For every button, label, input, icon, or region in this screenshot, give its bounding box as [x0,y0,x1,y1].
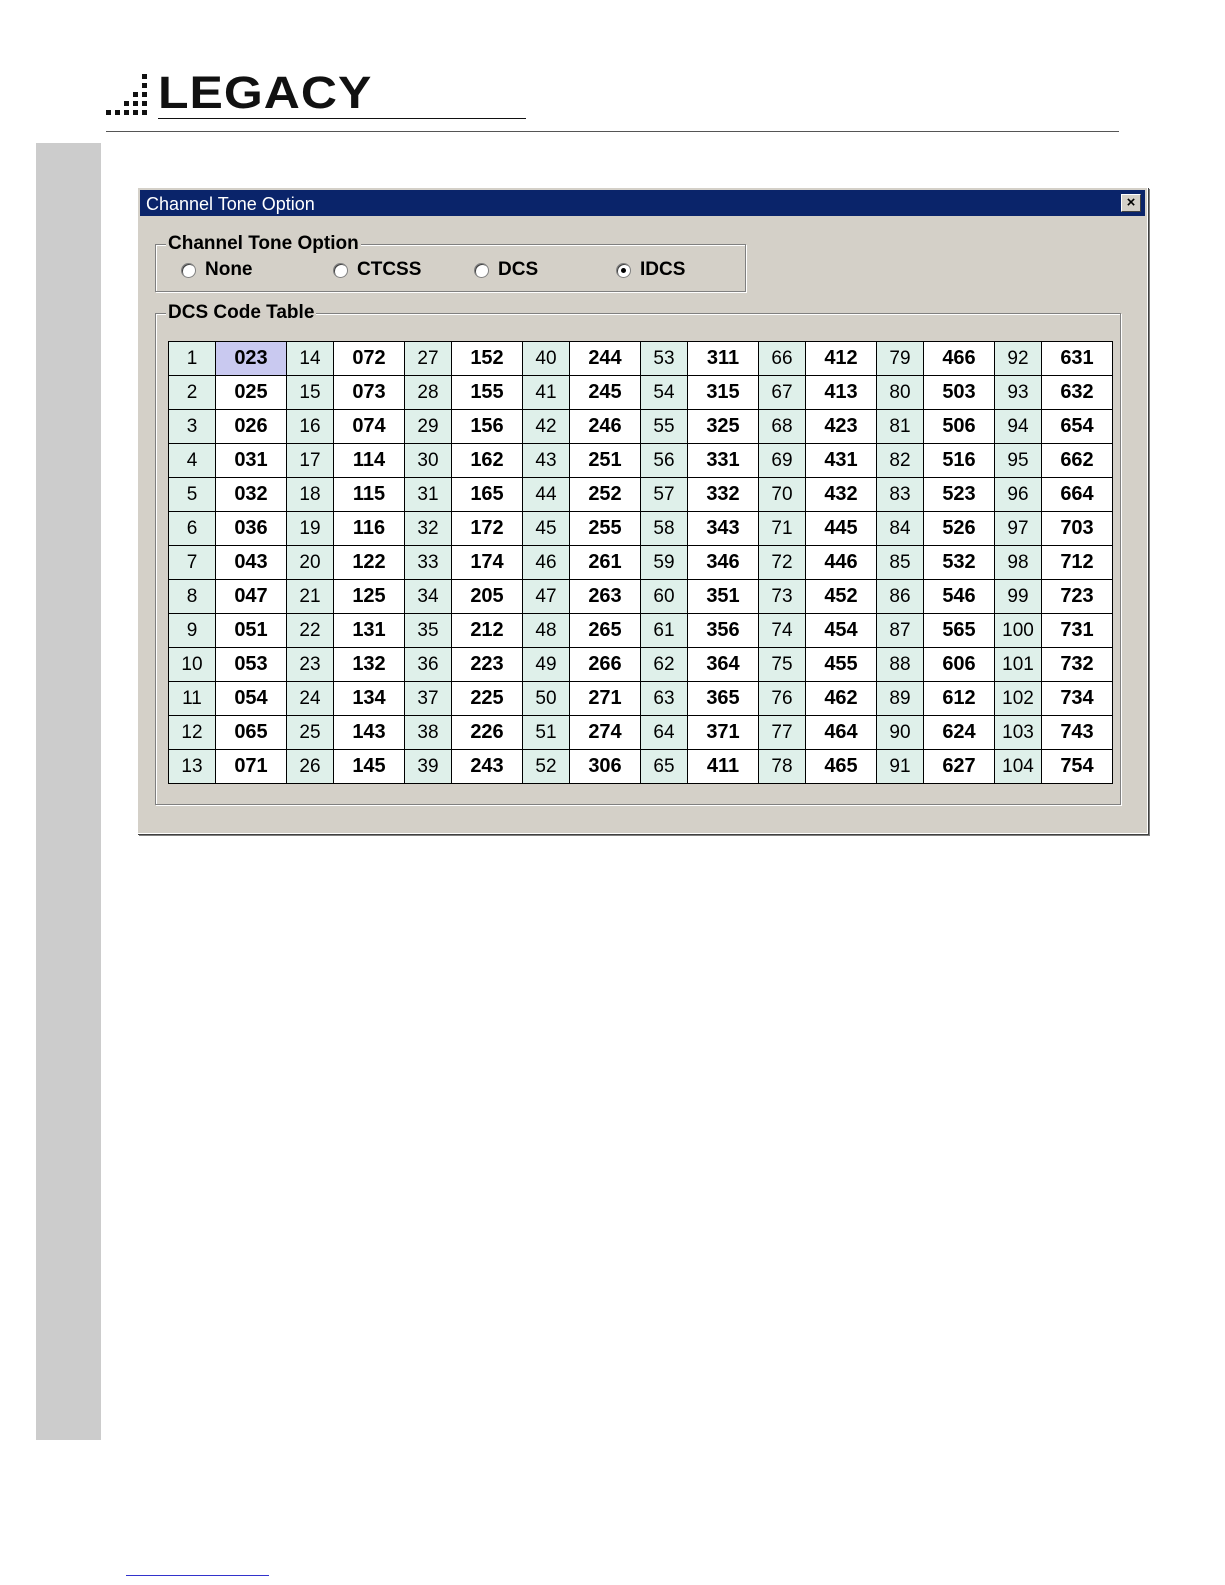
dcs-index-cell: 17 [287,444,334,478]
dcs-index-cell: 3 [169,410,216,444]
dcs-code-cell[interactable]: 251 [570,444,641,478]
dcs-code-cell[interactable]: 252 [570,478,641,512]
dcs-index-cell: 72 [759,546,806,580]
table-row [169,376,1113,410]
dcs-index-cell: 40 [523,342,570,376]
dcs-code-cell[interactable]: 412 [806,342,877,376]
table-row [169,410,1113,444]
dcs-index-cell: 68 [759,410,806,444]
dcs-index-cell: 24 [287,682,334,716]
dcs-index-cell: 48 [523,614,570,648]
dcs-code-cell[interactable]: 156 [452,410,523,444]
dcs-index-cell: 39 [405,750,452,784]
dcs-index-cell: 26 [287,750,334,784]
dcs-code-cell[interactable]: 452 [806,580,877,614]
dcs-index-cell: 90 [877,716,924,750]
dcs-code-cell[interactable]: 246 [570,410,641,444]
dcs-code-cell[interactable]: 723 [1042,580,1113,614]
dcs-index-cell: 27 [405,342,452,376]
dcs-index-cell: 21 [287,580,334,614]
dcs-code-cell[interactable]: 225 [452,682,523,716]
dcs-code-table [168,341,1113,784]
dcs-index-cell: 75 [759,648,806,682]
dcs-index-cell: 93 [995,376,1042,410]
dcs-index-cell: 44 [523,478,570,512]
dcs-index-cell: 62 [641,648,688,682]
dcs-index-cell: 95 [995,444,1042,478]
dcs-code-cell[interactable]: 311 [688,342,759,376]
radio-ctcss[interactable] [333,259,421,281]
dcs-code-cell[interactable]: 465 [806,750,877,784]
dcs-code-cell[interactable]: 212 [452,614,523,648]
dcs-index-cell: 19 [287,512,334,546]
close-button[interactable]: × [1121,194,1141,212]
logo-dots-icon [106,72,156,122]
dcs-index-cell: 20 [287,546,334,580]
dcs-code-cell[interactable]: 162 [452,444,523,478]
dcs-code-cell[interactable]: 054 [216,682,287,716]
dcs-code-cell[interactable]: 413 [806,376,877,410]
dcs-code-cell[interactable]: 266 [570,648,641,682]
dcs-code-cell[interactable]: 114 [334,444,405,478]
dcs-index-cell: 34 [405,580,452,614]
header-rule [106,131,1119,132]
dcs-code-cell[interactable]: 172 [452,512,523,546]
dcs-index-cell: 23 [287,648,334,682]
dcs-index-cell: 31 [405,478,452,512]
dcs-code-cell[interactable]: 546 [924,580,995,614]
dcs-code-cell[interactable]: 223 [452,648,523,682]
dcs-code-cell[interactable]: 115 [334,478,405,512]
dcs-index-cell: 55 [641,410,688,444]
dcs-code-cell[interactable]: 243 [452,750,523,784]
dcs-index-cell: 87 [877,614,924,648]
dcs-index-cell: 54 [641,376,688,410]
radio-ctcss-circle-icon[interactable] [333,263,348,278]
dcs-index-cell: 73 [759,580,806,614]
dcs-code-cell[interactable]: 261 [570,546,641,580]
dcs-code-cell[interactable]: 043 [216,546,287,580]
dcs-code-cell[interactable]: 654 [1042,410,1113,444]
dcs-index-cell: 49 [523,648,570,682]
dcs-index-cell: 65 [641,750,688,784]
dcs-code-cell[interactable]: 431 [806,444,877,478]
dcs-index-cell: 8 [169,580,216,614]
dcs-code-cell[interactable]: 025 [216,376,287,410]
dcs-index-cell: 97 [995,512,1042,546]
radio-dcs-label[interactable]: DCS [498,259,539,280]
dcs-code-cell[interactable]: 632 [1042,376,1113,410]
dcs-index-cell: 33 [405,546,452,580]
table-row [169,342,1113,376]
dcs-index-cell: 102 [995,682,1042,716]
dcs-code-cell[interactable]: 662 [1042,444,1113,478]
table-row [169,750,1113,784]
dcs-code-cell[interactable]: 526 [924,512,995,546]
dcs-index-cell: 15 [287,376,334,410]
dcs-code-cell[interactable]: 454 [806,614,877,648]
dcs-index-cell: 71 [759,512,806,546]
dcs-code-cell[interactable]: 565 [924,614,995,648]
dcs-index-cell: 50 [523,682,570,716]
dcs-code-cell[interactable]: 332 [688,478,759,512]
dcs-code-cell[interactable]: 074 [334,410,405,444]
dcs-code-cell[interactable]: 205 [452,580,523,614]
dcs-index-cell: 77 [759,716,806,750]
dcs-code-cell[interactable]: 031 [216,444,287,478]
logo-underline [158,118,526,119]
dcs-index-cell: 13 [169,750,216,784]
dcs-index-cell: 85 [877,546,924,580]
dcs-code-cell[interactable]: 754 [1042,750,1113,784]
dcs-code-cell[interactable]: 274 [570,716,641,750]
channel-tone-window [137,187,1148,834]
dcs-table-body [169,342,1113,784]
radio-none-label[interactable]: None [205,259,253,280]
radio-none-circle-icon[interactable] [181,263,196,278]
dcs-code-cell[interactable]: 263 [570,580,641,614]
dcs-code-cell[interactable]: 271 [570,682,641,716]
dcs-index-cell: 51 [523,716,570,750]
dcs-code-cell[interactable]: 731 [1042,614,1113,648]
dcs-index-cell: 32 [405,512,452,546]
dcs-index-cell: 58 [641,512,688,546]
dcs-code-cell[interactable]: 047 [216,580,287,614]
dcs-index-cell: 83 [877,478,924,512]
dcs-index-cell: 16 [287,410,334,444]
dcs-code-cell[interactable]: 356 [688,614,759,648]
dcs-index-cell: 41 [523,376,570,410]
dcs-code-cell[interactable]: 306 [570,750,641,784]
dcs-index-cell: 63 [641,682,688,716]
footer-link-underline [126,1575,269,1576]
dcs-index-cell: 61 [641,614,688,648]
dcs-index-cell: 96 [995,478,1042,512]
dcs-index-cell: 74 [759,614,806,648]
dcs-code-cell[interactable]: 455 [806,648,877,682]
dcs-code-cell[interactable]: 155 [452,376,523,410]
dcs-index-cell: 101 [995,648,1042,682]
dcs-code-cell[interactable]: 411 [688,750,759,784]
dcs-code-cell[interactable]: 503 [924,376,995,410]
dcs-index-cell: 10 [169,648,216,682]
dcs-index-cell: 52 [523,750,570,784]
dcs-code-cell[interactable]: 627 [924,750,995,784]
dcs-index-cell: 59 [641,546,688,580]
dcs-code-cell[interactable]: 343 [688,512,759,546]
dcs-index-cell: 100 [995,614,1042,648]
dcs-index-cell: 92 [995,342,1042,376]
dcs-code-cell[interactable]: 073 [334,376,405,410]
dcs-code-cell[interactable]: 446 [806,546,877,580]
dcs-code-cell[interactable]: 053 [216,648,287,682]
dcs-code-cell[interactable]: 051 [216,614,287,648]
dcs-code-cell[interactable]: 174 [452,546,523,580]
dcs-index-cell: 38 [405,716,452,750]
dcs-code-cell[interactable]: 523 [924,478,995,512]
dcs-index-cell: 60 [641,580,688,614]
dcs-index-cell: 42 [523,410,570,444]
dcs-code-cell[interactable]: 732 [1042,648,1113,682]
dcs-code-cell[interactable]: 606 [924,648,995,682]
dcs-code-cell[interactable]: 325 [688,410,759,444]
dcs-code-cell[interactable]: 346 [688,546,759,580]
dcs-code-cell[interactable]: 131 [334,614,405,648]
dcs-code-table-label: DCS Code Table [168,302,315,323]
dcs-index-cell: 91 [877,750,924,784]
dcs-index-cell: 98 [995,546,1042,580]
table-row [169,716,1113,750]
table-row [169,648,1113,682]
dcs-index-cell: 5 [169,478,216,512]
dcs-code-cell[interactable]: 245 [570,376,641,410]
dcs-code-cell[interactable]: 631 [1042,342,1113,376]
dcs-index-cell: 88 [877,648,924,682]
dcs-code-cell[interactable]: 462 [806,682,877,716]
table-row [169,512,1113,546]
dcs-code-cell[interactable]: 122 [334,546,405,580]
dcs-index-cell: 57 [641,478,688,512]
dcs-index-cell: 76 [759,682,806,716]
dcs-index-cell: 99 [995,580,1042,614]
dcs-index-cell: 70 [759,478,806,512]
dcs-code-cell[interactable]: 134 [334,682,405,716]
dcs-index-cell: 45 [523,512,570,546]
dcs-index-cell: 67 [759,376,806,410]
table-row [169,478,1113,512]
radio-idcs[interactable] [616,259,685,281]
dcs-code-cell[interactable]: 734 [1042,682,1113,716]
dcs-index-cell: 28 [405,376,452,410]
dcs-code-cell[interactable]: 255 [570,512,641,546]
radio-dcs[interactable] [474,259,538,281]
dcs-index-cell: 53 [641,342,688,376]
dcs-index-cell: 56 [641,444,688,478]
dcs-code-cell[interactable]: 365 [688,682,759,716]
dcs-index-cell: 6 [169,512,216,546]
dcs-code-cell[interactable]: 331 [688,444,759,478]
table-row [169,444,1113,478]
dcs-index-cell: 104 [995,750,1042,784]
dcs-code-cell[interactable]: 351 [688,580,759,614]
table-row [169,682,1113,716]
dcs-index-cell: 46 [523,546,570,580]
dcs-code-cell[interactable]: 032 [216,478,287,512]
radio-none[interactable] [181,259,253,281]
dcs-index-cell: 37 [405,682,452,716]
table-row [169,580,1113,614]
dcs-code-cell[interactable]: 743 [1042,716,1113,750]
dcs-index-cell: 64 [641,716,688,750]
dcs-code-cell[interactable]: 466 [924,342,995,376]
tone-option-group [155,233,746,292]
dcs-index-cell: 2 [169,376,216,410]
dcs-code-cell[interactable]: 226 [452,716,523,750]
dcs-code-cell[interactable]: 315 [688,376,759,410]
dcs-index-cell: 103 [995,716,1042,750]
dcs-index-cell: 35 [405,614,452,648]
dcs-index-cell: 14 [287,342,334,376]
page-side-bar [36,143,101,1440]
dcs-index-cell: 80 [877,376,924,410]
dcs-code-cell[interactable]: 132 [334,648,405,682]
dcs-code-cell[interactable]: 464 [806,716,877,750]
radio-dcs-circle-icon[interactable] [474,263,489,278]
dcs-index-cell: 79 [877,342,924,376]
radio-idcs-circle-icon[interactable] [616,263,631,278]
dcs-code-cell[interactable]: 364 [688,648,759,682]
dcs-index-cell: 4 [169,444,216,478]
dcs-code-cell[interactable]: 125 [334,580,405,614]
radio-idcs-label[interactable]: IDCS [640,259,686,280]
dcs-code-cell[interactable]: 423 [806,410,877,444]
dcs-code-cell[interactable]: 065 [216,716,287,750]
dcs-index-cell: 69 [759,444,806,478]
dcs-code-cell[interactable]: 071 [216,750,287,784]
dcs-index-cell: 7 [169,546,216,580]
dcs-index-cell: 94 [995,410,1042,444]
dcs-code-cell[interactable]: 516 [924,444,995,478]
dcs-index-cell: 82 [877,444,924,478]
dcs-index-cell: 25 [287,716,334,750]
dcs-index-cell: 22 [287,614,334,648]
dcs-index-cell: 29 [405,410,452,444]
dcs-code-cell[interactable]: 023 [216,342,287,376]
dcs-code-cell[interactable]: 532 [924,546,995,580]
dcs-index-cell: 43 [523,444,570,478]
dcs-code-cell[interactable]: 664 [1042,478,1113,512]
dcs-code-cell[interactable]: 026 [216,410,287,444]
dcs-code-cell[interactable]: 371 [688,716,759,750]
dcs-code-cell[interactable]: 703 [1042,512,1113,546]
dcs-index-cell: 86 [877,580,924,614]
dcs-code-cell[interactable]: 152 [452,342,523,376]
dcs-code-cell[interactable]: 432 [806,478,877,512]
dcs-index-cell: 30 [405,444,452,478]
dcs-index-cell: 18 [287,478,334,512]
radio-ctcss-label[interactable]: CTCSS [357,259,422,280]
dcs-index-cell: 9 [169,614,216,648]
dcs-code-cell[interactable]: 445 [806,512,877,546]
legacy-logo [106,67,436,124]
dcs-index-cell: 36 [405,648,452,682]
dcs-index-cell: 1 [169,342,216,376]
logo-text: LEGACY [158,67,373,118]
dcs-code-cell[interactable]: 712 [1042,546,1113,580]
dcs-code-cell[interactable]: 244 [570,342,641,376]
window-titlebar[interactable] [140,190,1145,216]
dcs-code-cell[interactable]: 116 [334,512,405,546]
dcs-index-cell: 66 [759,342,806,376]
dcs-index-cell: 11 [169,682,216,716]
dcs-index-cell: 12 [169,716,216,750]
tone-option-group-label: Channel Tone Option [168,233,359,254]
dcs-code-cell[interactable]: 072 [334,342,405,376]
dcs-code-cell[interactable]: 143 [334,716,405,750]
dcs-index-cell: 89 [877,682,924,716]
dcs-code-cell[interactable]: 145 [334,750,405,784]
dcs-code-cell[interactable]: 265 [570,614,641,648]
dcs-code-cell[interactable]: 036 [216,512,287,546]
dcs-code-table-group [155,302,1121,805]
dcs-code-cell[interactable]: 506 [924,410,995,444]
dcs-index-cell: 78 [759,750,806,784]
table-row [169,614,1113,648]
dcs-index-cell: 47 [523,580,570,614]
dcs-code-cell[interactable]: 624 [924,716,995,750]
table-row [169,546,1113,580]
dcs-code-cell[interactable]: 612 [924,682,995,716]
dcs-code-cell[interactable]: 165 [452,478,523,512]
dcs-index-cell: 81 [877,410,924,444]
dcs-index-cell: 84 [877,512,924,546]
window-title: Channel Tone Option [146,194,315,214]
